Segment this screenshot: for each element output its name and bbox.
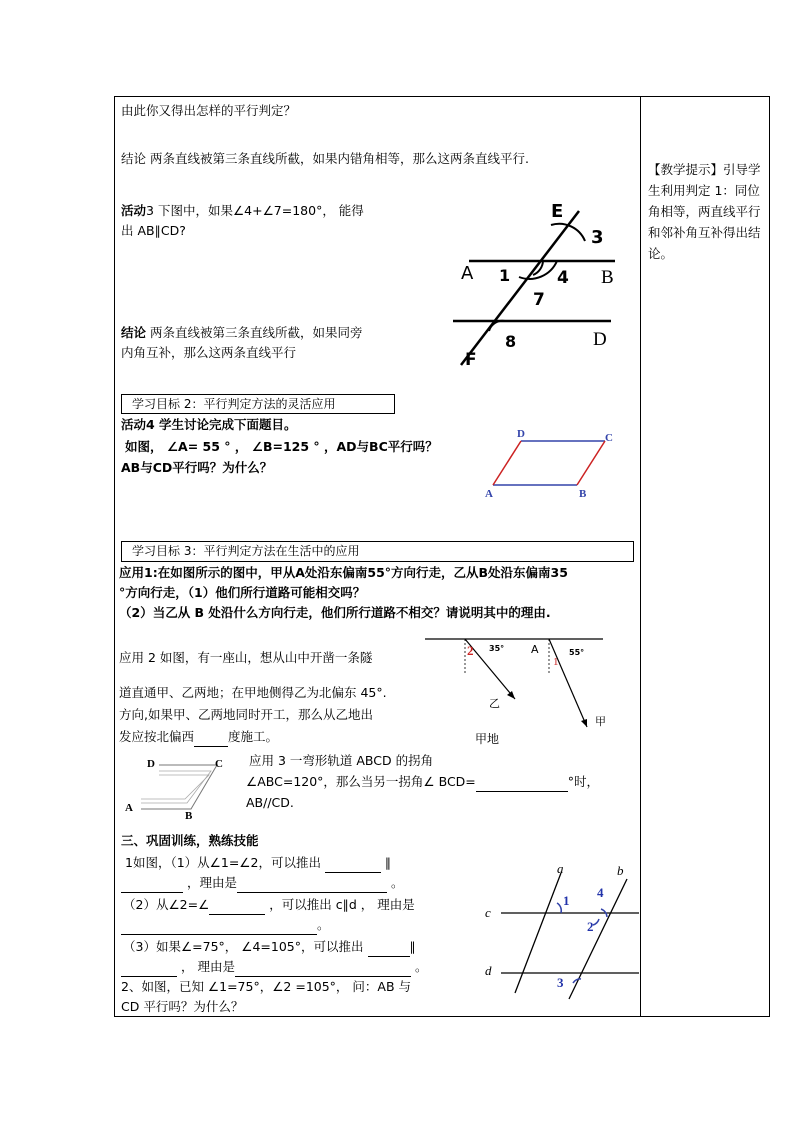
application-1-line3: （2）当乙从 B 处沿什么方向行走，他们所行道路不相交？请说明其中的理由. — [119, 605, 551, 620]
application-3-line3: AB//CD. — [246, 795, 294, 810]
answer-blank — [237, 876, 387, 893]
figure-transversal — [445, 197, 625, 377]
conclusion-1: 结论 两条直线被第三条直线所截，如果内错角相等，那么这两条直线平行. — [121, 151, 529, 166]
label-7: 7 — [533, 290, 545, 310]
application-2-line3: 方向,如果甲、乙两地同时开工，那么从乙地出 — [119, 707, 373, 722]
lesson-table — [114, 96, 770, 1017]
angle-2: 2 — [587, 919, 594, 934]
label-D: D — [517, 428, 525, 440]
exercise-2-line1: （2）从∠2=∠ ，可以推出 c∥d ， 理由是 — [123, 895, 415, 915]
label-E: E — [551, 201, 564, 222]
angle-3: 3 — [557, 975, 564, 990]
label-B: B — [601, 267, 614, 288]
activity-4-line1: 活动4 学生讨论完成下面题目。 — [121, 417, 297, 432]
question-text: 由此你又得出怎样的平行判定？ — [121, 103, 297, 118]
answer-blank — [121, 960, 177, 977]
answer-blank — [476, 775, 568, 792]
label-F: F — [465, 350, 477, 370]
exercise-3-line1: （3）如果∠=75°， ∠4=105°，可以推出 ∥ — [123, 937, 416, 957]
label-A: A — [461, 263, 474, 284]
figure-directions — [419, 633, 619, 751]
label-D: D — [147, 758, 155, 770]
label-A: A — [485, 488, 493, 500]
answer-blank — [121, 918, 317, 935]
goal-2-box: 学习目标 2：平行判定方法的灵活应用 — [121, 394, 395, 414]
conclusion-2-line2: 内角互补，那么这两条直线平行 — [121, 345, 297, 360]
exercise-1-line1: 1如图，（1）从∠1=∠2，可以推出 ∥ — [125, 853, 391, 873]
activity-4-line2: 如图， ∠A= 55 ° ， ∠B=125 ° ，AD与BC平行吗？ — [125, 439, 438, 454]
exercise-4-line1: 2、如图，已知 ∠1=75°，∠2 =105°， 问：AB 与 — [121, 979, 412, 994]
angle-2: 2 — [467, 643, 474, 658]
figure-track — [119, 753, 231, 821]
conclusion-2-line1: 结论 两条直线被第三条直线所截，如果同旁 — [121, 325, 363, 340]
answer-blank — [325, 856, 381, 873]
label-8: 8 — [505, 332, 517, 351]
application-1-line2: °方向行走，（1）他们所行道路可能相交吗？ — [119, 585, 366, 600]
answer-blank — [194, 730, 228, 747]
column-divider — [640, 97, 641, 1016]
activity-4-line3: AB与CD平行吗？为什么？ — [121, 460, 273, 475]
teaching-tip: 【教学提示】引导学生利用判定 1：同位角相等，两直线平行和邻补角互补得出结论。 — [648, 162, 761, 261]
label-yi: 乙 — [489, 697, 500, 710]
application-3-line1: 应用 3 一弯形轨道 ABCD 的拐角 — [249, 753, 434, 768]
exercise-1-line2: ，理由是 。 — [121, 873, 404, 893]
label-jia: 甲 — [595, 715, 606, 728]
label-B: B — [579, 488, 587, 500]
section-3-title: 三、巩固训练，熟练技能 — [121, 833, 259, 848]
label-3: 3 — [591, 227, 604, 248]
exercise-2-line2: 。 — [121, 915, 330, 935]
label-d: d — [485, 963, 492, 978]
answer-blank — [121, 876, 183, 893]
answer-blank — [235, 960, 411, 977]
activity-3-text: 3 下图中，如果∠4+∠7=180°， 能得 — [146, 203, 364, 218]
label-D: D — [593, 329, 607, 350]
label-1: 1 — [499, 266, 511, 285]
application-1-line1: 应用1:在如图所示的图中，甲从A处沿东偏南55°方向行走，乙从B处沿东偏南35 — [119, 565, 568, 580]
application-3-line2: ∠ABC=120°，那么当另一拐角∠ BCD= °时， — [246, 772, 599, 792]
application-2-line4: 发应按北偏西 度施工。 — [119, 727, 278, 747]
angle-35: 35° — [489, 644, 505, 653]
exercise-3-line2: ， 理由是 。 — [121, 957, 427, 977]
label-4: 4 — [557, 268, 569, 288]
label-a: a — [557, 861, 564, 876]
label-B: B — [185, 810, 193, 821]
figure-parallelogram — [481, 425, 621, 505]
exercise-4-line2: CD 平行吗？为什么？ — [121, 999, 244, 1014]
application-2-line2: 道直通甲、乙两地；在甲地侧得乙为北偏东 45°. — [119, 685, 387, 700]
label-C: C — [215, 758, 223, 770]
angle-1: 1 — [553, 656, 559, 668]
label-b: b — [617, 863, 624, 878]
conclusion-2-tag: 结论 — [121, 325, 147, 340]
answer-blank — [209, 898, 265, 915]
label-A: A — [531, 643, 539, 656]
activity-3-line2: 出 AB∥CD? — [121, 223, 186, 238]
activity-3-tag: 活动 — [121, 203, 147, 218]
angle-4: 4 — [597, 885, 604, 900]
label-c: c — [485, 905, 491, 920]
label-jiadi: 甲地 — [475, 732, 500, 746]
angle-55: 55° — [569, 648, 585, 657]
figure-four-lines — [481, 861, 639, 1011]
label-C: C — [605, 432, 613, 444]
label-A: A — [125, 802, 133, 814]
activity-3-line1 — [121, 201, 364, 221]
answer-blank — [368, 940, 410, 957]
goal-3-box: 学习目标 3：平行判定方法在生活中的应用 — [121, 541, 634, 562]
application-2-line1: 应用 2 如图，有一座山，想从山中开凿一条隧 — [119, 650, 373, 665]
angle-1: 1 — [563, 893, 570, 908]
